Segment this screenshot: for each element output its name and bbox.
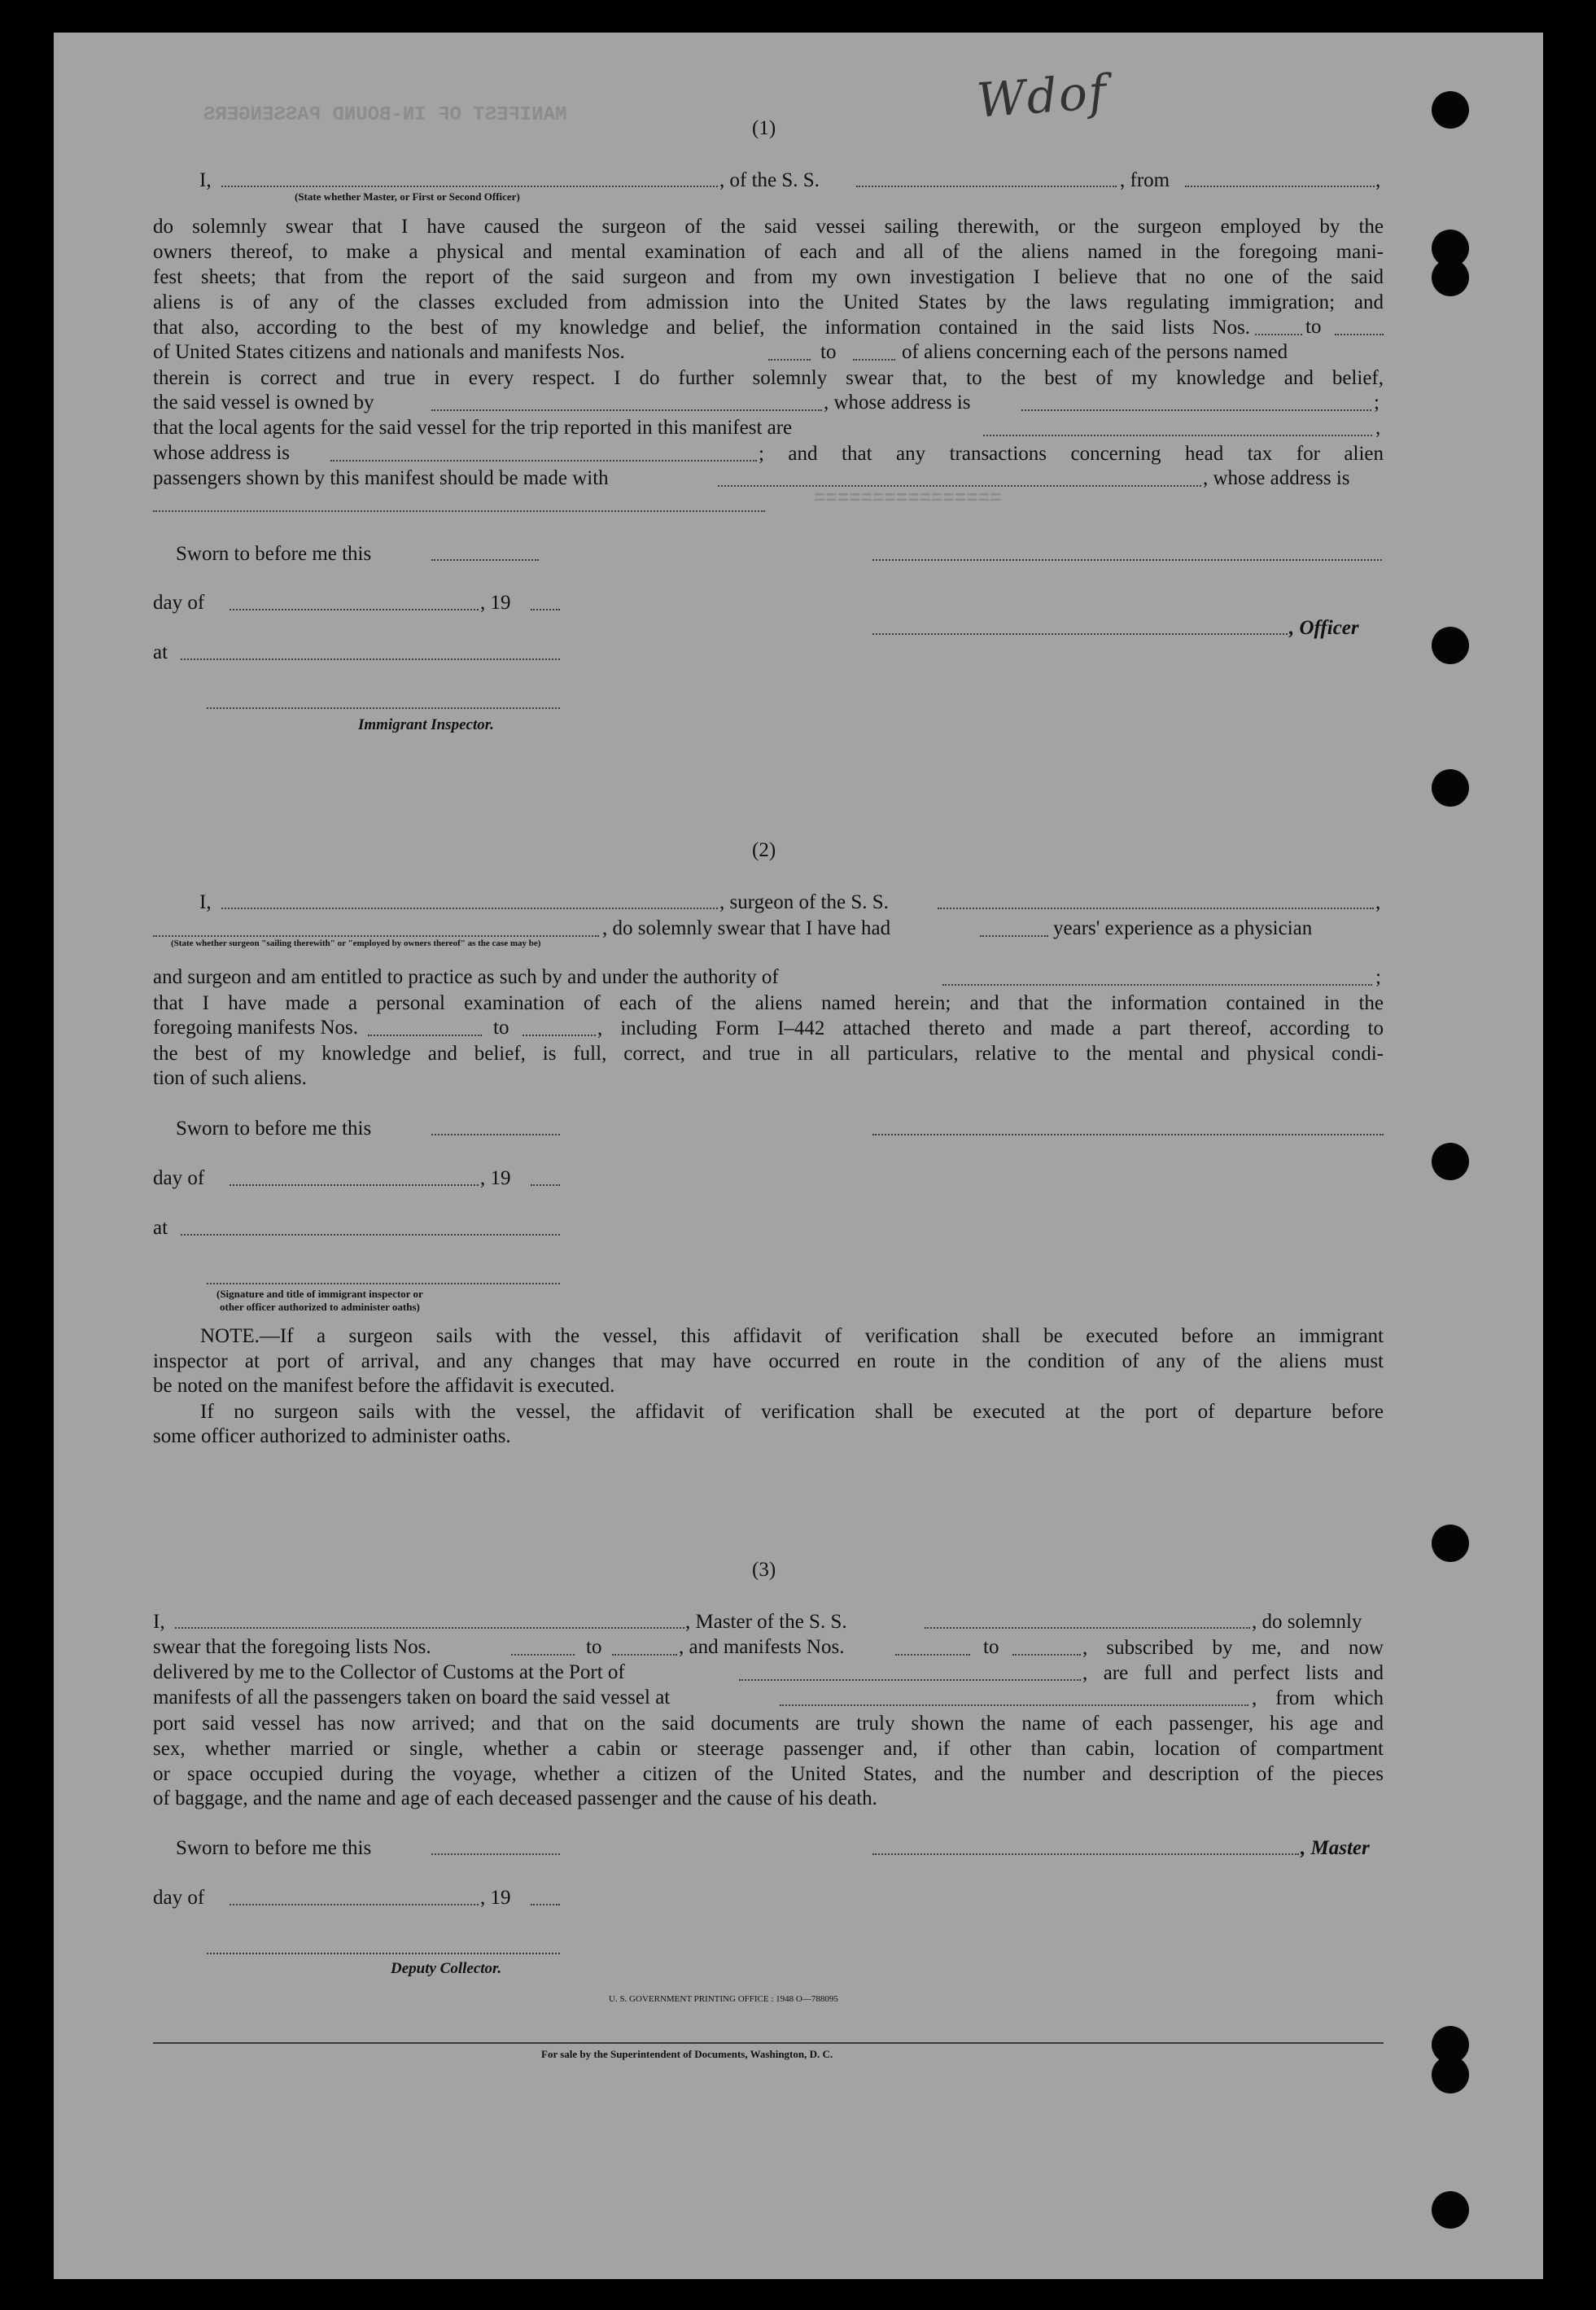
deputy-collector-label: Deputy Collector.	[391, 1960, 502, 1977]
blank-line	[431, 1853, 560, 1855]
blank-line	[1021, 409, 1371, 411]
blank-line	[531, 1904, 560, 1905]
blank-line	[856, 186, 1117, 187]
blank-line	[1335, 334, 1384, 335]
note-line: inspector at port of arrival, and any changes that may have occurred en route in the condition of any of the aliens must	[153, 1350, 1384, 1372]
paragraph-line: passengers shown by this manifest should be made with	[153, 467, 609, 489]
signature-line	[207, 1953, 560, 1954]
label-address: , whose address is	[824, 392, 971, 413]
label-to: to	[820, 341, 837, 363]
paragraph-line: foregoing manifests Nos.	[153, 1017, 359, 1039]
blank-line	[175, 1627, 684, 1629]
handwritten-annotation: Wdof	[974, 63, 1110, 129]
note-line: NOTE.—If a surgeon sails with the vessel, this affidavit of verification shall be executed before an immigrant	[200, 1325, 1384, 1347]
paragraph-line: manifests of all the passengers taken on board the said vessel at	[153, 1687, 671, 1708]
blank-line	[368, 1035, 482, 1036]
paragraph-line: of aliens concerning each of the persons named	[902, 341, 1288, 363]
paragraph-line: sex, whether married or single, whether a cabin or steerage passenger and, if other than cabin, location of compartment	[153, 1738, 1384, 1760]
punch-hole	[1432, 627, 1469, 664]
bleed-through-text: MANIFEST OF IN-BOUND PASSENGERS	[203, 104, 567, 126]
label-i: I,	[153, 1611, 165, 1633]
paragraph-line: , are full and perfect lists and	[1082, 1662, 1384, 1684]
paragraph-line: tion of such aliens.	[153, 1067, 307, 1089]
label-i: I,	[199, 891, 212, 913]
blank-line	[230, 1184, 479, 1186]
paragraph-line: fest sheets; that from the report of the said surgeon and from my own investigation I believe that no one of the said	[153, 266, 1384, 288]
blank-line	[1012, 1654, 1081, 1656]
sworn-label: Sworn to before me this	[176, 543, 372, 565]
blank-line	[780, 1704, 1248, 1706]
signature-line	[872, 633, 1288, 635]
blank-line	[221, 908, 718, 909]
label-to: to	[983, 1636, 999, 1658]
year-label: , 19	[480, 1887, 511, 1909]
paragraph-line: that the local agents for the said vessel for the trip reported in this manifest are	[153, 417, 793, 439]
punct: ,	[1375, 417, 1381, 439]
paragraph-line: that I have made a personal examination of each of the aliens named herein; and that the information contained in the	[153, 992, 1384, 1014]
blank-line	[942, 984, 1372, 986]
paragraph-line: ; and that any transactions concerning head tax for alien	[759, 443, 1384, 465]
punch-hole	[1432, 2056, 1469, 2093]
blank-line	[983, 435, 1372, 436]
label-surgeon-ss: , surgeon of the S. S.	[719, 891, 889, 913]
blank-line	[895, 1654, 970, 1656]
paragraph-line: , and manifests Nos.	[679, 1636, 845, 1658]
signature-line	[207, 1283, 560, 1284]
punch-hole	[1432, 769, 1469, 807]
bleed-through-text: ================	[814, 488, 1002, 510]
paragraph-line: do solemnly swear that I have caused the surgeon of the said vessei sailing therewith, or the surgeon employed by the	[153, 216, 1384, 238]
label-i: I,	[199, 169, 212, 191]
at-label: at	[153, 641, 168, 663]
note-line: be noted on the manifest before the affidavit is executed.	[153, 1375, 615, 1397]
punct: ;	[1375, 966, 1381, 988]
sworn-label: Sworn to before me this	[176, 1118, 372, 1140]
label-of-ss: , of the S. S.	[719, 169, 820, 191]
punch-hole	[1432, 1143, 1469, 1180]
punct: ,	[1375, 891, 1381, 913]
paragraph-line: years' experience as a physician	[1053, 917, 1313, 939]
signature-line	[872, 559, 1382, 561]
day-of-label: day of	[153, 592, 205, 614]
blank-line	[153, 935, 599, 937]
paragraph-line: of United States citizens and nationals and manifests Nos.	[153, 341, 625, 363]
blank-line	[153, 510, 765, 512]
blank-line	[768, 359, 811, 361]
blank-line	[330, 460, 757, 462]
blank-line	[531, 1184, 560, 1186]
blank-line	[431, 409, 822, 411]
paragraph-line: , do solemnly swear that I have had	[602, 917, 891, 939]
punch-hole	[1432, 259, 1469, 296]
signature-hint: other officer authorized to administer oaths)	[220, 1301, 420, 1313]
paragraph-line: port said vessel has now arrived; and that on the said documents are truly shown the name of each passenger, his age and	[153, 1713, 1384, 1735]
paragraph-line: and surgeon and am entitled to practice as such by and under the authority of	[153, 966, 779, 988]
signature-hint: (Signature and title of immigrant inspector or	[216, 1288, 423, 1300]
blank-line	[938, 908, 1374, 909]
blank-line	[181, 1234, 560, 1236]
signature-line	[207, 707, 560, 709]
paragraph-line: aliens is of any of the classes excluded from admission into the United States by the laws regulating immigration; and	[153, 291, 1384, 313]
punch-hole	[1432, 1525, 1469, 1562]
field-hint: (State whether Master, or First or Second Officer)	[295, 190, 520, 203]
printing-office-note: U. S. GOVERNMENT PRINTING OFFICE : 1948 O—788095	[609, 1994, 838, 2004]
paragraph-line: that also, according to the best of my knowledge and belief, the information contained in the said lists Nos.	[153, 317, 1250, 339]
paragraph-line: owners thereof, to make a physical and mental examination of each and all of the aliens named in the foregoing mani-	[153, 241, 1384, 263]
punct: ;	[1374, 392, 1380, 413]
paragraph-line: delivered by me to the Collector of Customs at the Port of	[153, 1661, 625, 1683]
section-number: (3)	[752, 1559, 776, 1581]
signature-line	[872, 1134, 1384, 1135]
blank-line	[230, 609, 479, 610]
paragraph-line: , including Form I–442 attached thereto and made a part thereof, according to	[597, 1017, 1384, 1039]
blank-line	[1185, 186, 1375, 187]
blank-line	[181, 658, 560, 660]
punch-hole	[1432, 91, 1469, 129]
label-from: , from	[1120, 169, 1170, 191]
paragraph-line: or space occupied during the voyage, whether a citizen of the United States, and the number and description of the pieces	[153, 1763, 1384, 1785]
year-label: , 19	[480, 592, 511, 614]
signature-line	[872, 1853, 1299, 1855]
at-label: at	[153, 1217, 168, 1239]
year-label: , 19	[480, 1167, 511, 1189]
label-master-ss: , Master of the S. S.	[685, 1611, 847, 1633]
footer-rule	[153, 2042, 1384, 2044]
paragraph-line: therein is correct and true in every respect. I do further solemnly swear that, to the best of my knowledge and belief,	[153, 367, 1384, 389]
section-number: (1)	[752, 117, 776, 139]
paragraph-line: , do solemnly	[1252, 1611, 1362, 1633]
paragraph-line: the said vessel is owned by	[153, 392, 374, 413]
note-line: some officer authorized to administer oaths.	[153, 1425, 511, 1447]
blank-line	[1255, 334, 1302, 335]
paragraph-line: the best of my knowledge and belief, is full, correct, and true in all particulars, relative to the mental and physical condi-	[153, 1043, 1384, 1065]
paragraph-line: , subscribed by me, and now	[1082, 1637, 1384, 1659]
paragraph-line: swear that the foregoing lists Nos.	[153, 1636, 431, 1658]
blank-line	[431, 559, 539, 561]
blank-line	[925, 1627, 1250, 1629]
blank-line	[718, 485, 1201, 487]
sworn-label: Sworn to before me this	[176, 1837, 372, 1859]
master-label: , Master	[1301, 1837, 1370, 1859]
label-to: to	[1305, 316, 1322, 338]
punch-hole	[1432, 2191, 1469, 2229]
label-to: to	[586, 1636, 602, 1658]
blank-line	[431, 1134, 560, 1135]
blank-line	[221, 186, 718, 187]
sale-notice: For sale by the Superintendent of Documents, Washington, D. C.	[541, 2048, 833, 2060]
note-line: If no surgeon sails with the vessel, the affidavit of verification shall be executed at the port of departure before	[200, 1401, 1384, 1423]
field-hint: (State whether surgeon "sailing therewith" or "employed by owners thereof" as the case may be)	[171, 938, 541, 948]
officer-label: , Officer	[1289, 617, 1359, 639]
paragraph-line: whose address is	[153, 442, 291, 464]
section-number: (2)	[752, 839, 776, 861]
punct: ,	[1375, 169, 1381, 191]
blank-line	[511, 1654, 575, 1656]
blank-line	[230, 1904, 479, 1905]
paragraph-line: , from which	[1252, 1687, 1384, 1709]
paragraph-line: of baggage, and the name and age of each deceased passenger and the cause of his death.	[153, 1787, 877, 1809]
blank-line	[853, 359, 895, 361]
label-to: to	[493, 1017, 509, 1039]
blank-line	[980, 935, 1048, 937]
label-address: , whose address is	[1203, 467, 1350, 489]
day-of-label: day of	[153, 1167, 205, 1189]
blank-line	[531, 609, 560, 610]
day-of-label: day of	[153, 1887, 205, 1909]
blank-line	[612, 1654, 677, 1656]
blank-line	[523, 1035, 596, 1036]
inspector-label: Immigrant Inspector.	[358, 716, 494, 733]
blank-line	[739, 1679, 1081, 1681]
